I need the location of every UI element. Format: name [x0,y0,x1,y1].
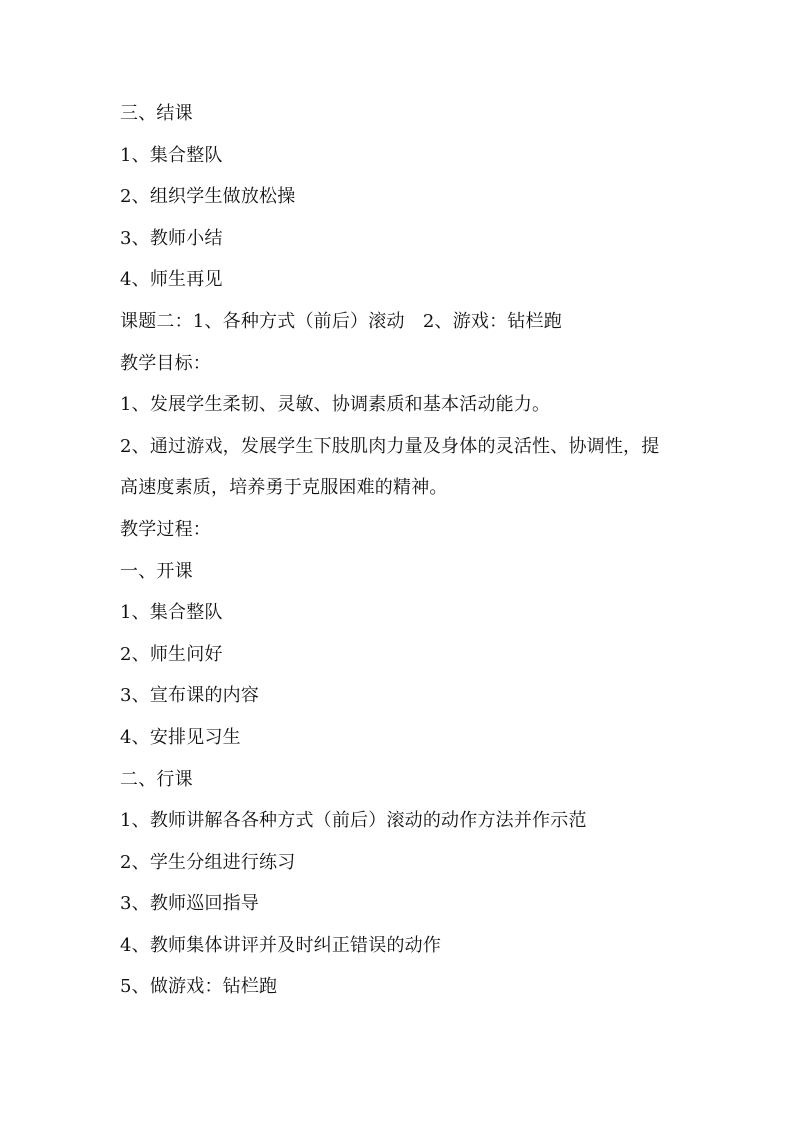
list-item: 3、宣布课的内容 [120,685,260,707]
section-heading-closing: 三、结课 [120,103,193,124]
list-item: 2、师生问好 [120,643,223,665]
document-body [120,104,690,1019]
section-heading-main: 二、行课 [120,768,193,790]
list-item: 1、教师讲解各各种方式（前后）滚动的动作方法并作示范 [120,810,587,832]
teaching-goals-heading: 教学目标： [120,352,211,374]
lesson-topic: 课题二：1、各种方式（前后）滚动 2、游戏：钻栏跑 [120,310,562,332]
list-item: 5、做游戏：钻栏跑 [120,976,278,998]
list-item-continuation: 高速度素质，培养勇于克服困难的精神。 [120,477,448,499]
list-item: 2、组织学生做放松操 [120,186,296,208]
teaching-process-heading: 教学过程： [120,518,211,540]
list-item: 4、师生再见 [120,269,223,291]
list-item: 4、安排见习生 [120,726,241,748]
list-item: 1、集合整队 [120,144,223,166]
list-item: 1、发展学生柔韧、灵敏、协调素质和基本活动能力。 [120,394,551,416]
list-item: 1、集合整队 [120,602,223,624]
section-heading-opening: 一、开课 [120,560,193,582]
list-item: 3、教师巡回指导 [120,893,260,915]
list-item: 3、教师小结 [120,227,223,249]
list-item: 2、学生分组进行练习 [120,851,296,873]
list-item: 4、教师集体讲评并及时纠正错误的动作 [120,934,442,956]
list-item: 2、通过游戏，发展学生下肢肌肉力量及身体的灵活性、协调性，提 [120,435,660,457]
